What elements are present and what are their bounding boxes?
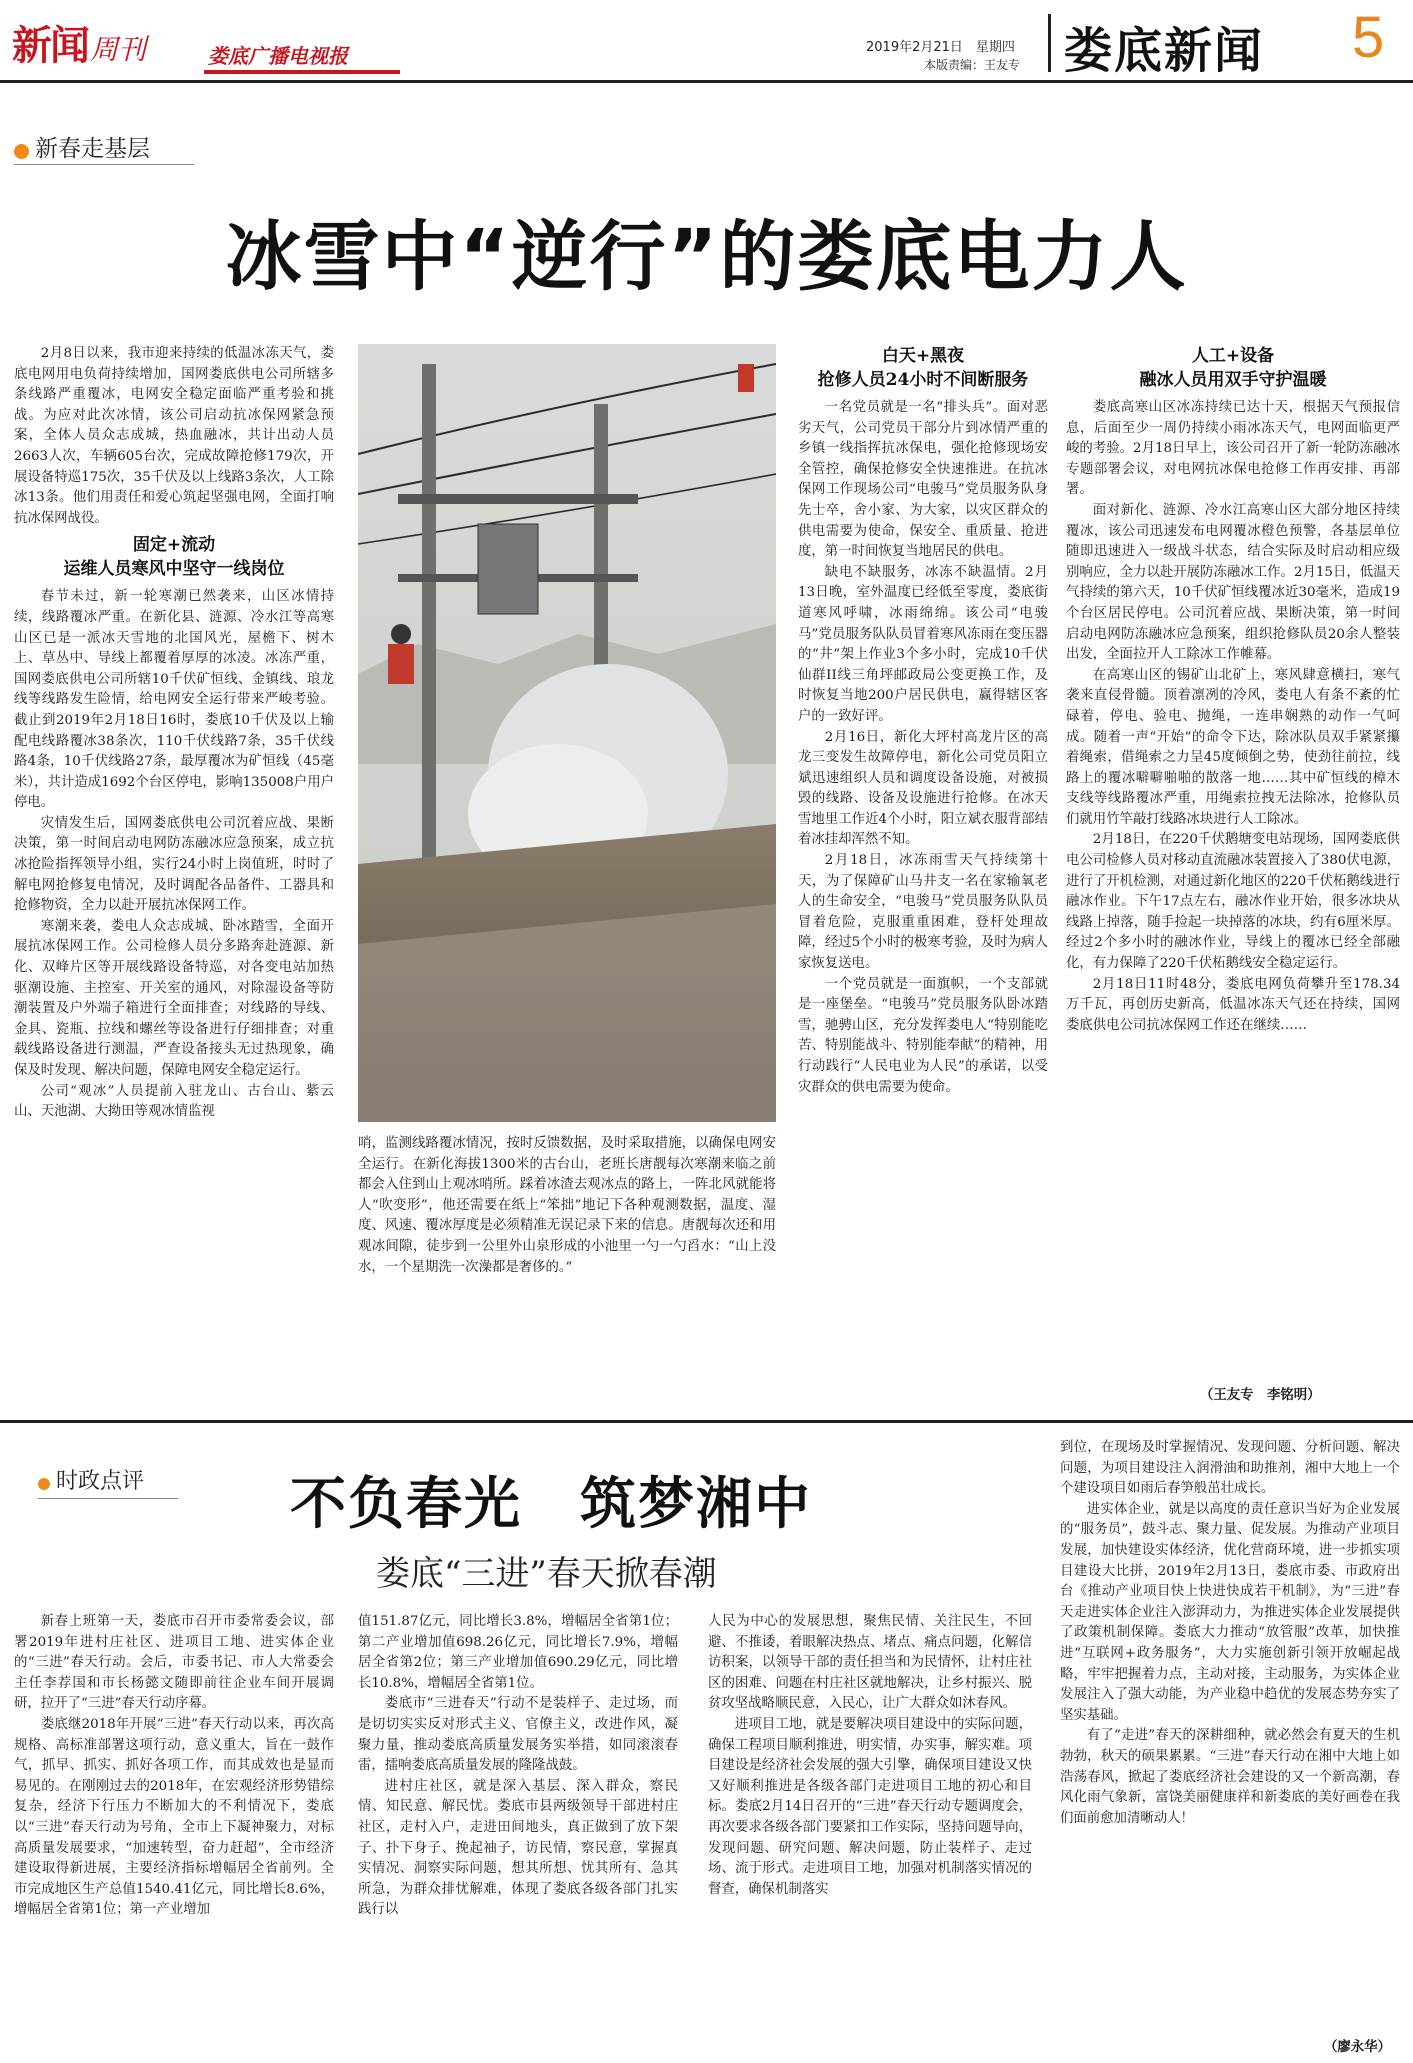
paragraph: 2月18日11时48分，娄底电网负荷攀升至178.34万千瓦，再创历史新高，低温冰冻天气还在持续，国网娄底供电公司抗冰保网工作还在继续……	[1066, 976, 1400, 1033]
photo-utility-pole-ice	[358, 344, 776, 1122]
paragraph: 值151.87亿元，同比增长3.8%，增幅居全省第1位；第二产业增加值698.26亿元，同比增长7.9%，增幅居全省第2位；第三产业增加值690.29亿元，同比增长10.8%，增幅居全省第1位。	[358, 1614, 678, 1691]
paragraph: 到位，在现场及时掌握情况、发现问题、分析问题、解决问题，为项目建设注入润滑油和助推剂，湘中大地上一个个建设项目如雨后春笋般茁壮成长。	[1060, 1440, 1400, 1497]
section-tag-commentary	[38, 1464, 144, 1495]
masthead	[0, 0, 1413, 78]
story1-column-1	[14, 344, 334, 1410]
tag-dot-icon	[14, 144, 29, 159]
subhead-day-night	[798, 344, 1048, 392]
paragraph: 寒潮来袭，娄电人众志成城、卧冰踏雪，全面开展抗冰保网工作。公司检修人员分多路奔赴涟源、新化、双峰片区等开展线路设备特巡，对各变电站加热驱潮设施、主控室、开关室的通风，对除湿设备等防潮装置及户外端子箱进行全面排查；对线路的导线、金具、瓷瓶、拉线和螺丝等设备进行仔细排查；对重载线路设备进行测温，严查设备接头无过热现象，确保及时发现、解决问题，保障电网安全稳定运行。	[14, 918, 334, 1078]
tag-underline	[38, 1498, 178, 1499]
story1-column-4	[1066, 344, 1400, 1384]
subhead-line-2: 融冰人员用双手守护温暖	[1139, 370, 1327, 390]
paragraph: 2月18日，在220千伏鹅塘变电站现场，国网娄底供电公司检修人员对移动直流融冰装置接入了380伏电源，进行了开机检测，对通过新化地区的220千伏柘鹅线进行融冰作业。下午17点左右，融冰作业开始，很多冰块从线路上掉落，随手捡起一块掉落的冰块，约有6厘米厚。经过2个多小时的融冰作业，导线上的覆冰已经全部融化，有力保障了220千伏柘鹅线安全稳定运行。	[1066, 832, 1400, 972]
paragraph: 娄底市“三进春天”行动不是装样子、走过场，而是切切实实反对形式主义、官僚主义，改进作风，凝聚力量，推动娄底高质量发展务实举措，如同滚滚春雷，擂响娄底高质量发展的隆隆战鼓。	[358, 1696, 678, 1774]
story2-column-1	[14, 1612, 334, 2052]
brand-weekly: 周刊	[90, 33, 147, 66]
masthead-rule	[0, 80, 1413, 83]
paragraph: 春节未过，新一轮寒潮已然袭来，山区冰情持续，线路覆冰严重。在新化县、涟源、冷水江等高寒山区已是一派冰天雪地的北国风光，屋檐下、树木上、草丛中、导线上都覆着厚厚的冰凌。冰冻严重，国网娄底供电公司所辖10千伏矿恒线、金镇线、琅龙线等线路发生险情，给电网安全运行带来严峻考验。截止到2019年2月18日16时，娄底10千伏及以上输配电线路覆冰38条次，110千伏线路7条，35千伏线路4条，10千伏线路27条，最厚覆冰为矿恒线（45毫米），共计造成1692个台区停电，影响135008户用户停电。	[14, 589, 334, 811]
subhead-line-1: 固定+流动	[132, 535, 216, 556]
subhead-line-1: 白天+黑夜	[881, 346, 965, 366]
station-underline	[204, 70, 400, 74]
story2-subheadline: 娄底“三进”春天掀春潮	[376, 1554, 717, 1594]
intro-paragraph: 2月8日以来，我市迎来持续的低温冰冻天气，娄底电网用电负荷持续增加，国网娄底供电公司所辖多条线路严重覆冰，电网安全稳定面临严重考验和挑战。为应对此次冰情，该公司启动抗冰保网紧急预案，全体人员众志成城，热血融冰，共计出动人员2663人次，车辆605台次，完成故障抢修179次，开展设备特巡175次，35千伏及以上线路3条次，人工除冰13条。他们用责任和爱心筑起坚强电网，全面打响抗冰保网战役。	[14, 346, 334, 526]
subhead-line-1: 人工+设备	[1191, 346, 1275, 366]
paragraph: 有了“走进”春天的深耕细种，就必然会有夏天的生机勃勃，秋天的硕果累累。“三进”春天行动在湘中大地上如浩荡春风，掀起了娄底经济社会建设的又一个新高潮，春风化雨气象新，富饶美丽健康祥和新娄底的美好画卷在我们面前愈加清晰动人！	[1060, 1728, 1400, 1826]
section-separator	[0, 1420, 1413, 1423]
subhead-manual-equipment	[1066, 344, 1400, 392]
tag-label: 时政点评	[56, 1469, 145, 1494]
story2-byline: （廖永华）	[1324, 2039, 1391, 2055]
paragraph: 缺电不缺服务，冰冻不缺温情。2月13日晚，室外温度已经低至零度，娄底街道寒风呼啸，冰雨绵绵。该公司“电骏马”党员服务队队员冒着寒风冻雨在变压器的“井”架上作业3个多小时，完成10千伏仙群II线三角坪邮政局公变更换工作，及时恢复当地200户居民供电，赢得辖区客户的一致好评。	[798, 564, 1048, 724]
paragraph: 娄底继2018年开展“三进”春天行动以来，再次高规格、高标准部署这项行动，意义重大，旨在一鼓作气，抓早、抓实、抓好各项工作，而其成效也是显而易见的。在刚刚过去的2018年，在宏观经济形势错综复杂，经济下行压力不断加大的不利情况下，娄底以“三进”春天行动为号角，全市上下凝神聚力，对标高质量发展要求，“加速转型，奋力赶超”，全市经济建设取得新进展，主要经济指标增幅居全省前列。全市完成地区生产总值1540.41亿元，同比增长8.6%，增幅居全省第1位；第一产业增加	[14, 1716, 334, 1918]
story2-column-3	[708, 1612, 1032, 2052]
news-photo	[358, 344, 776, 1122]
page-number: 5	[1352, 5, 1385, 70]
paragraph: 娄底高寒山区冰冻持续已达十天，根据天气预报信息，后面至少一周仍持续小雨冰冻天气，电网面临更严峻的考验。2月18日早上，该公司召开了新一轮防冻融冰专题部署会议，对电网抗冰保电抢修工作再安排、再部署。	[1066, 400, 1400, 498]
story1-column-2	[358, 1134, 776, 1410]
subhead-line-2: 运维人员寒风中坚守一线岗位	[63, 559, 285, 580]
tag-underline	[14, 164, 194, 165]
paragraph: 进项目工地，就是要解决项目建设中的实际问题，确保工程项目顺利推进，明实情，办实事，解实难。项目建设是经济社会发展的强大引擎，确保项目建设又快又好顺利推进是各级各部门走进项目工地的初心和目标。娄底2月14日召开的“三进”春天行动专题调度会，再次要求各级各部门要紧扣工作实际，坚持问题导向，发现问题、研究问题、解决问题，防止装样子、走过场、流于形式。走进项目工地，加强对机制落实情况的督查，确保机制落实	[708, 1716, 1032, 1897]
paragraph: 灾情发生后，国网娄底供电公司沉着应战、果断决策，第一时间启动电网防冻融冰应急预案，成立抗冰抢险指挥领导小组，实行24小时上岗值班，时时了解电网抢修复电情况，及时调配各品备件、工器具和抢修物资，全力以赴开展抗冰保网工作。	[14, 815, 334, 914]
issue-date: 2019年2月21日 星期四	[866, 40, 1015, 55]
story2-headline: 不负春光 筑梦湘中	[290, 1472, 812, 1537]
page-editor: 本版责编：王友专	[924, 58, 1021, 72]
paragraph: 2月18日，冰冻雨雪天气持续第十天，为了保障矿山马井支一名在家输氧老人的生命安全，“电骏马”党员服务队队员冒着危险，克服重重困难，登杆处理故障，经过5个小时的极寒考验，及时为病人家恢复送电。	[798, 853, 1048, 972]
tag-dot-icon	[38, 1478, 50, 1490]
paragraph: 进实体企业，就是以高度的责任意识当好为企业发展的“服务员”，鼓斗志、聚力量、促发展。为推动产业项目发展，加快建设实体经济，优化营商环境，进一步抓实项目建设大比拼，2019年2月13日，娄底市委、市政府出台《推动产业项目快上快进快成若干机制》，为“三进”春天走进实体企业注入澎湃动力，为推进实体企业发展提供了政策机制保障。娄底大力推动“放管服”改革，加快推进“互联网+政务服务”，大力实施创新引领开放崛起战略，牢牢把握着力点，主动对接，主动服务，为实体企业发展注入了强大动能，为产业稳中趋优的发展态势夯实了坚实基础。	[1060, 1501, 1400, 1723]
paragraph: 在高寒山区的锡矿山北矿上，寒风肆意横扫，寒气袭来直侵骨髓。顶着凛冽的冷风，娄电人有条不紊的忙碌着，停电、验电、抛绳，一连串娴熟的动作一气呵成。随着一声“开始”的命令下达，除冰队员双手紧紧攥着绳索，借绳索之力呈45度倾倒之势，使劲往前拉，线路上的覆冰噼噼啪啪的散落一地……其中矿恒线的樟木支线等线路覆冰严重，用绳索拉拽无法除冰，抢修队员们就用竹竿敲打线路冰块进行人工除冰。	[1066, 667, 1400, 827]
header-divider	[1048, 14, 1051, 72]
brand-logo	[12, 14, 147, 69]
subhead-line-2: 抢修人员24小时不间断服务	[817, 370, 1029, 390]
paragraph: 进村庄社区，就是深入基层、深入群众，察民情、知民意、解民忧。娄底市县两级领导干部进村庄社区，走村入户，走进田间地头，真正做到了放下架子、扑下身子、挽起袖子，访民情，察民意，掌握真实情况、洞察实际问题，想其所想、忧其所有、急其所急，为群众排忧解难，体现了娄底各级各部门扎实践行以	[358, 1778, 678, 1918]
story1-byline: （王友专 李铭明）	[1200, 1387, 1321, 1403]
story2-column-4	[1060, 1438, 1400, 2038]
paragraph: 公司“观冰”人员提前入驻龙山、古台山、紫云山、天池湖、大拗田等观冰情监视	[14, 1083, 334, 1120]
story1-column-3	[798, 344, 1048, 1410]
subhead-fixed-mobile	[14, 533, 334, 581]
paragraph: 面对新化、涟源、冷水江高寒山区大部分地区持续覆冰，该公司迅速发布电网覆冰橙色预警，各基层单位随即迅速进入一级战斗状态，结合实际及时启动相应级别响应，全力以赴开展防冻融冰工作。2月15日，低温天气持续的第六天，10千伏矿恒线覆冰近30毫米，造成19个台区居民停电。公司沉着应战、果断决策，第一时间启动电网防冻融冰应急预案，组织抢修队员20余人整装出发，全面拉开人工除冰工作帷幕。	[1066, 502, 1400, 663]
station-name: 娄底广播电视报	[208, 44, 348, 68]
section-title: 娄底新闻	[1064, 23, 1265, 79]
section-tag-new-year	[14, 130, 150, 163]
paragraph: 哨，监测线路覆冰情况，按时反馈数据，及时采取措施，以确保电网安全运行。在新化海拔1300米的古台山，老班长唐靓每次寒潮来临之前都会入住到山上观冰哨所。踩着冰渣去观冰点的路上，一阵北风就能将人“吹变形”，他还需要在纸上“笨拙”地记下各种观测数据，温度、湿度、风速、覆冰厚度是必须精准无误记录下来的信息。唐靓每次还和用观冰间隙，徒步到一公里外山泉形成的小池里一勺一勺舀水：“山上没水，一个星期洗一次澡都是奢侈的。”	[358, 1136, 776, 1275]
brand-name: 新闻	[12, 22, 88, 69]
tag-label: 新春走基层	[35, 136, 150, 162]
paragraph: 一名党员就是一名“排头兵”。面对恶劣天气，公司党员干部分片到冰情严重的乡镇一线指挥抗冰保电，强化抢修现场安全管控，确保抢修安全快速推进。在抗冰保网工作现场公司“电骏马”党员服务队身先士卒，舍小家、为大家，以灾区群众的供电需要为使命，保安全、重质量、抢进度，第一时间恢复当地居民的供电。	[798, 400, 1048, 560]
paragraph: 2月16日，新化大坪村高龙片区的高龙三变发生故障停电，新化公司党员阳立斌迅速组织人员和调度设备设施，对被损毁的线路、设备及设施进行抢修。在冰天雪地里工作近4个小时，阳立斌衣服背部结着冰挂却浑然不知。	[798, 729, 1048, 848]
paragraph: 人民为中心的发展思想，聚焦民情、关注民生，不回避、不推诿，着眼解决热点、堵点、痛点问题，化解信访积案，以领导干部的责任担当和为民情怀，让村庄社区的困难、问题在村庄社区就地解决，让乡村振兴、脱贫攻坚战略顺民意，入民心，让广大群众如沐春风。	[708, 1614, 1032, 1712]
paragraph: 一个党员就是一面旗帜，一个支部就是一座堡垒。“电骏马”党员服务队卧冰踏雪，驰骋山区，充分发挥娄电人“特别能吃苦、特别能战斗、特别能奉献”的精神，用行动践行“人民电业为人民”的承诺，以受灾群众的供电需要为使命。	[798, 976, 1048, 1095]
story2-column-2	[358, 1612, 678, 2052]
paragraph: 新春上班第一天，娄底市召开市委常委会议，部署2019年进村庄社区、进项目工地、进实体企业的“三进”春天行动。会后，市委书记、市人大常委会主任李荐国和市长杨懿文随即前往企业车间开展调研，拉开了“三进”春天行动序幕。	[14, 1614, 334, 1712]
story1-headline: 冰雪中“逆行”的娄底电力人	[225, 212, 1188, 301]
